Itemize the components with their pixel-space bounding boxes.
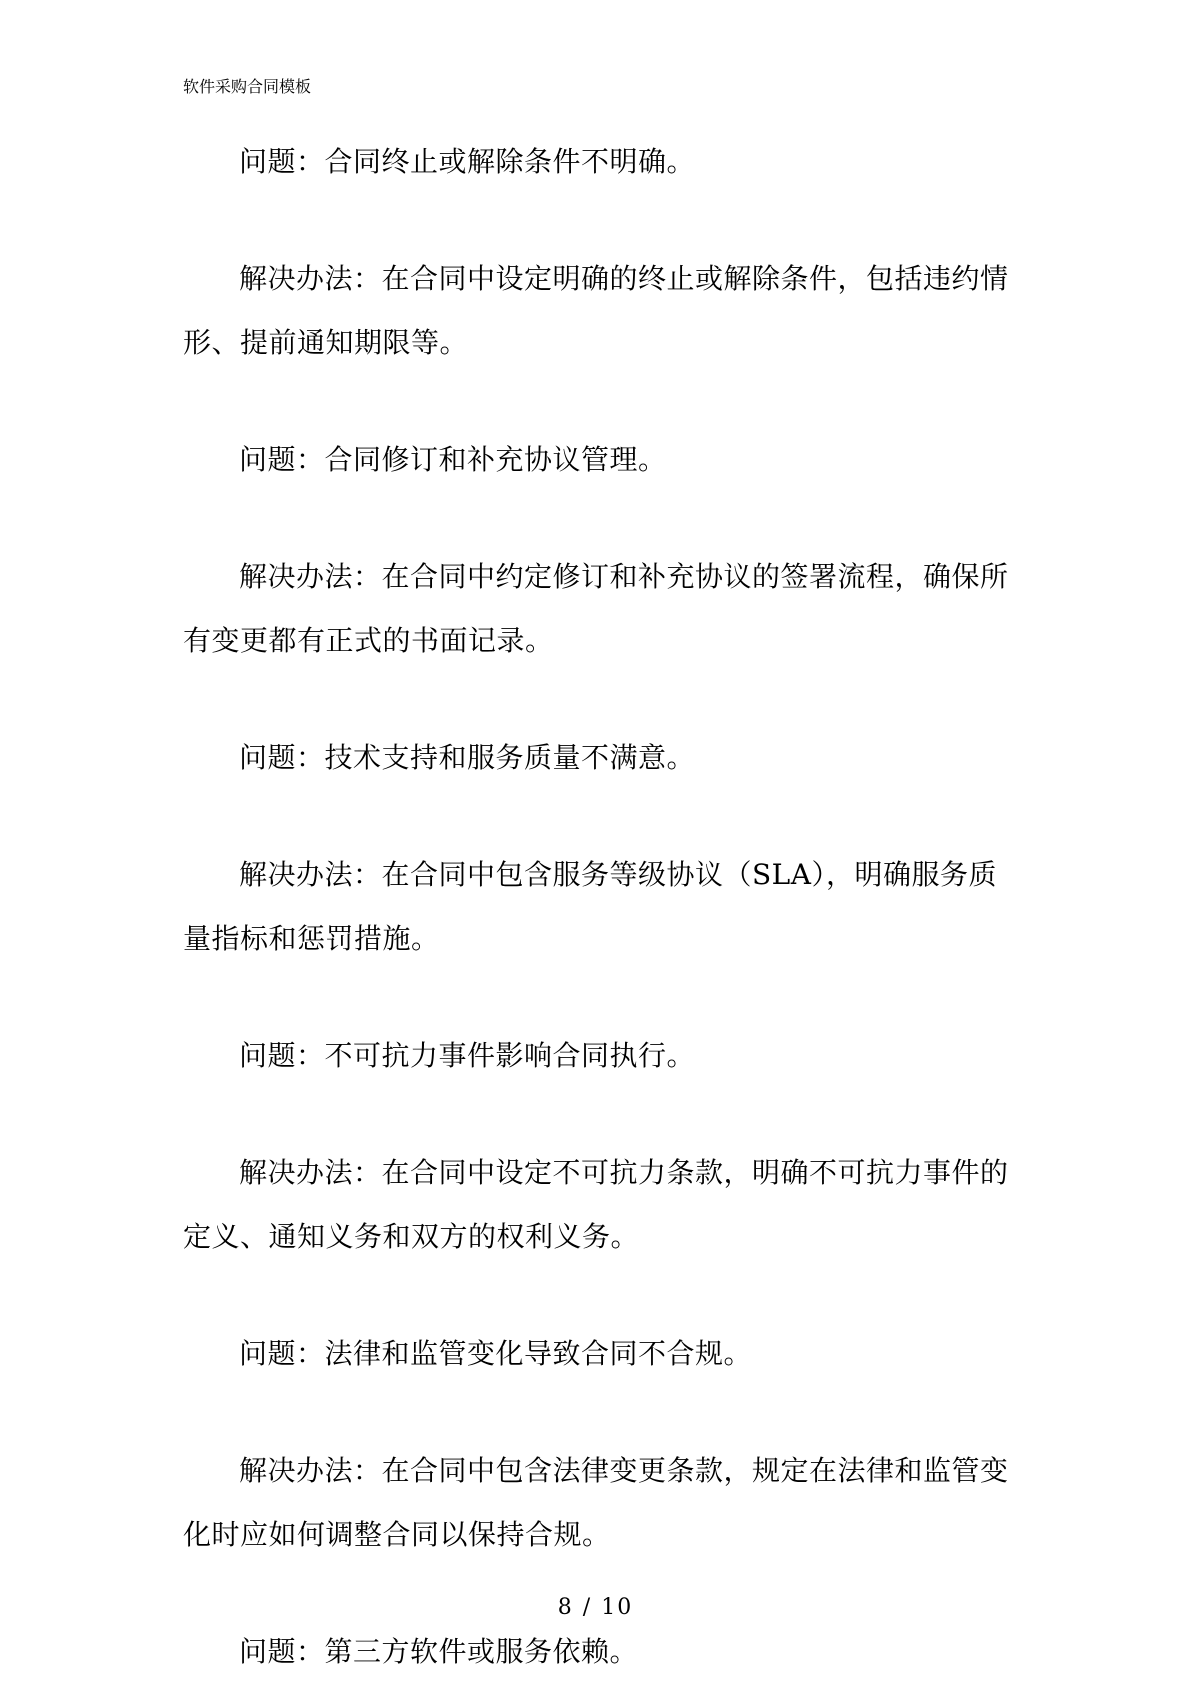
problem-paragraph: 问题：法律和监管变化导致合同不合规。 [239,1337,753,1370]
problem-paragraph: 问题：技术支持和服务质量不满意。 [239,741,696,774]
solution-paragraph: 解决办法：在合同中包含服务等级协议（SLA），明确服务质量指标和惩罚措施。 [183,858,997,955]
problem-paragraph: 问题：第三方软件或服务依赖。 [239,1635,639,1668]
solution-paragraph: 解决办法：在合同中设定明确的终止或解除条件，包括违约情形、提前通知期限等。 [183,262,1009,359]
solution-paragraph: 解决办法：在合同中包含法律变更条款，规定在法律和监管变化时应如何调整合同以保持合规。 [183,1454,1009,1551]
problem-paragraph: 问题：合同终止或解除条件不明确。 [239,145,696,178]
solution-paragraph: 解决办法：在合同中约定修订和补充协议的签署流程，确保所有变更都有正式的书面记录。 [183,560,1009,657]
document-body [183,130,1013,1684]
problem-paragraph: 问题：不可抗力事件影响合同执行。 [239,1039,696,1072]
page-number: 8 / 10 [557,1595,634,1620]
document-header: 软件采购合同模板 [183,77,312,96]
problem-paragraph: 问题：合同修订和补充协议管理。 [239,443,667,476]
solution-paragraph: 解决办法：在合同中设定不可抗力条款，明确不可抗力事件的定义、通知义务和双方的权利义务。 [183,1156,1009,1253]
